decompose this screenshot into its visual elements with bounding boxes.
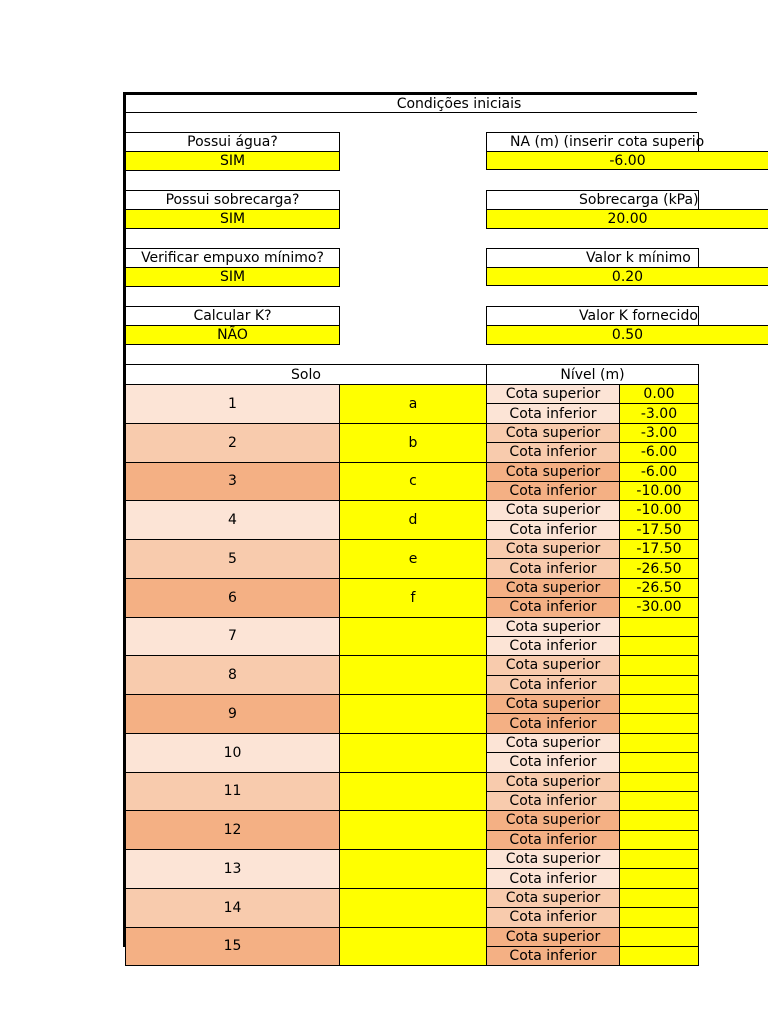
soil-code-cell[interactable] [339, 772, 487, 812]
input-value-sobrecarga-kpa[interactable]: 20.00 [486, 209, 768, 229]
header-nivel: Nível (m) [486, 364, 699, 385]
cota-superior-label: Cota superior [486, 539, 620, 559]
cota-inferior-label: Cota inferior [486, 907, 620, 927]
input-value-calcular-k[interactable]: NÃO [125, 325, 340, 345]
cota-superior-value[interactable]: -6.00 [619, 462, 699, 482]
sheet-border-left [123, 92, 126, 947]
input-value-k-fornecido[interactable]: 0.50 [486, 325, 768, 345]
soil-number-cell: 3 [125, 462, 340, 502]
cota-superior-label: Cota superior [486, 733, 620, 753]
cota-inferior-value[interactable]: -3.00 [619, 403, 699, 423]
soil-number-cell: 15 [125, 927, 340, 967]
cota-inferior-label: Cota inferior [486, 558, 620, 578]
cota-inferior-value[interactable]: -17.50 [619, 520, 699, 540]
soil-code-cell[interactable] [339, 810, 487, 850]
cota-inferior-label: Cota inferior [486, 752, 620, 772]
input-label-calcular-k: Calcular K? [125, 306, 340, 326]
soil-number-cell: 12 [125, 810, 340, 850]
soil-code-cell[interactable]: b [339, 423, 487, 463]
cota-superior-value[interactable] [619, 655, 699, 675]
input-label-sobrecarga: Possui sobrecarga? [125, 190, 340, 210]
cota-inferior-value[interactable] [619, 830, 699, 850]
soil-number-cell: 6 [125, 578, 340, 618]
soil-code-cell[interactable] [339, 655, 487, 695]
cota-superior-label: Cota superior [486, 694, 620, 714]
soil-number-cell: 7 [125, 617, 340, 657]
input-value-k-minimo[interactable]: 0.20 [486, 267, 768, 286]
cota-superior-value[interactable]: -10.00 [619, 500, 699, 520]
soil-number-cell: 9 [125, 694, 340, 734]
cota-inferior-value[interactable] [619, 868, 699, 888]
soil-code-cell[interactable] [339, 733, 487, 773]
cota-inferior-value[interactable]: -30.00 [619, 597, 699, 617]
cota-inferior-label: Cota inferior [486, 481, 620, 501]
cota-inferior-label: Cota inferior [486, 868, 620, 888]
cota-superior-label: Cota superior [486, 423, 620, 443]
cota-superior-label: Cota superior [486, 772, 620, 792]
soil-code-cell[interactable] [339, 617, 487, 657]
cota-superior-label: Cota superior [486, 849, 620, 869]
cota-inferior-label: Cota inferior [486, 675, 620, 695]
input-value-agua[interactable]: SIM [125, 151, 340, 171]
input-label-empuxo: Verificar empuxo mínimo? [125, 248, 340, 268]
sheet-title: Condições iniciais [396, 95, 522, 112]
cota-superior-label: Cota superior [486, 578, 620, 598]
cota-inferior-label: Cota inferior [486, 597, 620, 617]
soil-number-cell: 1 [125, 384, 340, 424]
cota-inferior-value[interactable] [619, 675, 699, 695]
input-label-na: NA (m) (inserir cota superio [486, 132, 699, 152]
input-value-empuxo[interactable]: SIM [125, 267, 340, 287]
cota-superior-label: Cota superior [486, 384, 620, 404]
soil-number-cell: 13 [125, 849, 340, 889]
cota-superior-label: Cota superior [486, 500, 620, 520]
cota-superior-value[interactable] [619, 888, 699, 908]
input-label-agua: Possui água? [125, 132, 340, 152]
cota-inferior-value[interactable] [619, 636, 699, 656]
soil-code-cell[interactable] [339, 888, 487, 928]
soil-code-cell[interactable]: e [339, 539, 487, 579]
cota-inferior-label: Cota inferior [486, 946, 620, 966]
cota-inferior-value[interactable]: -10.00 [619, 481, 699, 501]
soil-code-cell[interactable]: c [339, 462, 487, 502]
cota-inferior-value[interactable]: -26.50 [619, 558, 699, 578]
cota-superior-label: Cota superior [486, 810, 620, 830]
title-row [125, 95, 697, 113]
cota-superior-value[interactable] [619, 849, 699, 869]
soil-number-cell: 10 [125, 733, 340, 773]
cota-superior-value[interactable] [619, 772, 699, 792]
cota-inferior-label: Cota inferior [486, 442, 620, 462]
cota-superior-label: Cota superior [486, 927, 620, 947]
soil-code-cell[interactable] [339, 694, 487, 734]
soil-number-cell: 4 [125, 500, 340, 540]
cota-superior-label: Cota superior [486, 888, 620, 908]
soil-number-cell: 5 [125, 539, 340, 579]
input-value-na[interactable]: -6.00 [486, 151, 768, 170]
cota-inferior-label: Cota inferior [486, 830, 620, 850]
cota-superior-value[interactable]: 0.00 [619, 384, 699, 404]
input-value-sobrecarga[interactable]: SIM [125, 209, 340, 229]
cota-superior-label: Cota superior [486, 462, 620, 482]
soil-number-cell: 2 [125, 423, 340, 463]
cota-superior-value[interactable] [619, 810, 699, 830]
cota-inferior-value[interactable] [619, 713, 699, 733]
soil-code-cell[interactable]: d [339, 500, 487, 540]
header-solo: Solo [125, 364, 487, 385]
input-label-sobrecarga-kpa: Sobrecarga (kPa) [486, 190, 699, 210]
cota-superior-label: Cota superior [486, 617, 620, 637]
cota-superior-value[interactable] [619, 733, 699, 753]
cota-inferior-label: Cota inferior [486, 636, 620, 656]
soil-code-cell[interactable] [339, 927, 487, 967]
sheet-border-top [123, 92, 697, 95]
cota-inferior-label: Cota inferior [486, 520, 620, 540]
soil-number-cell: 14 [125, 888, 340, 928]
cota-inferior-value[interactable] [619, 907, 699, 927]
cota-inferior-value[interactable] [619, 946, 699, 966]
input-label-k-fornecido: Valor K fornecido [486, 306, 699, 326]
cota-superior-value[interactable]: -17.50 [619, 539, 699, 559]
soil-number-cell: 8 [125, 655, 340, 695]
cota-superior-value[interactable] [619, 927, 699, 947]
cota-superior-value[interactable]: -3.00 [619, 423, 699, 443]
cota-superior-label: Cota superior [486, 655, 620, 675]
soil-code-cell[interactable] [339, 849, 487, 889]
cota-superior-value[interactable] [619, 694, 699, 714]
soil-number-cell: 11 [125, 772, 340, 812]
cota-inferior-value[interactable] [619, 791, 699, 811]
cota-inferior-value[interactable]: -6.00 [619, 442, 699, 462]
cota-superior-value[interactable] [619, 617, 699, 637]
cota-inferior-label: Cota inferior [486, 403, 620, 423]
cota-superior-value[interactable]: -26.50 [619, 578, 699, 598]
input-label-k-minimo: Valor k mínimo [486, 248, 699, 268]
soil-code-cell[interactable]: a [339, 384, 487, 424]
cota-inferior-label: Cota inferior [486, 791, 620, 811]
cota-inferior-label: Cota inferior [486, 713, 620, 733]
cota-inferior-value[interactable] [619, 752, 699, 772]
soil-code-cell[interactable]: f [339, 578, 487, 618]
